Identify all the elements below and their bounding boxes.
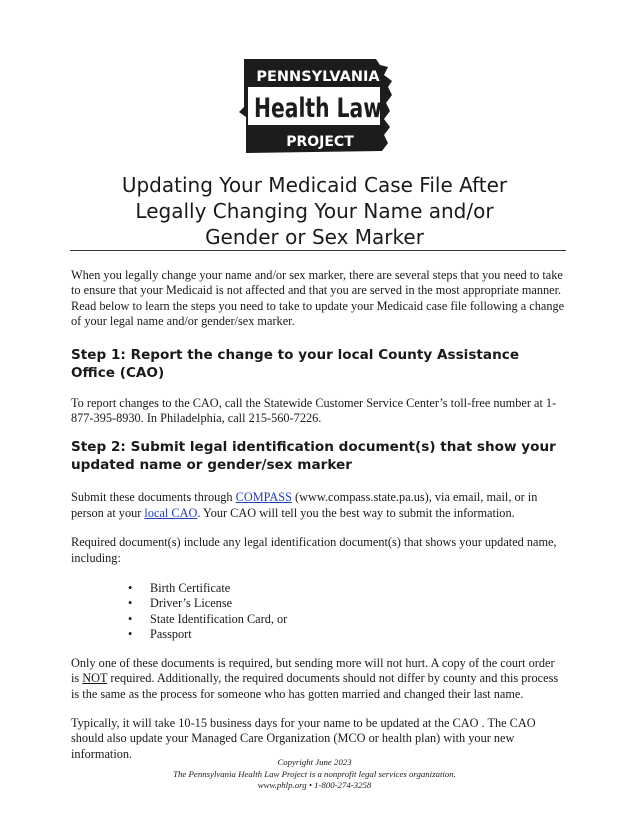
step2-heading: Step 2: Submit legal identification document(s) that show your updated name or gender/sex marker <box>71 439 556 474</box>
title-line-1: Updating Your Medicaid Case File After <box>121 173 508 197</box>
logo-line1: PENNSYLVANIA <box>256 69 380 85</box>
step1-heading: Step 1: Report the change to your local County Assistance Office (CAO) <box>71 346 520 381</box>
page-title <box>60 172 569 250</box>
footer <box>60 757 569 792</box>
intro-paragraph: When you legally change your name and/or sex marker, there are several steps that you need to take to ensure that your Medicaid is not affected and that you are served in the most appropriate manner. Read below to learn the steps you need to take to update your Medicaid case file following a change of your legal name and/or gender/sex marker. <box>71 268 565 329</box>
submit-paragraph <box>71 490 565 521</box>
title-line-2: Legally Changing Your Name and/or <box>135 199 494 223</box>
submit-prefix: Submit these documents through <box>71 490 236 505</box>
only-one-suffix: required. Additionally, the required documents should not differ by county and this process is the same as the process for someone who has gotten married and changed their last name. <box>71 671 559 701</box>
pennsylvania-shape-icon <box>236 57 396 157</box>
list-item: • Driver’s License <box>150 596 565 611</box>
local-cao-link[interactable]: local CAO <box>144 505 198 520</box>
document-body <box>71 268 565 762</box>
logo-line3: PROJECT <box>286 134 354 150</box>
title-line-3: Gender or Sex Marker <box>205 225 424 249</box>
footer-copyright: Copyright June 2023 <box>277 757 352 767</box>
submit-middle: (www.compass.state.pa.us), via email, mail, or in person at your <box>71 490 538 520</box>
step1-paragraph: To report changes to the CAO, call the Statewide Customer Service Center’s toll-free number at 1-877-395-8930. In Philadelphia, call 215-560-7226. <box>71 395 557 426</box>
compass-link[interactable]: COMPASS <box>235 490 292 505</box>
footer-contact: www.phlp.org • 1-800-274-3258 <box>257 780 372 790</box>
logo-line2: Health Law <box>254 93 382 124</box>
list-item: • State Identification Card, or <box>150 612 565 627</box>
processing-time-paragraph: Typically, it will take 10-15 business days for your name to be updated at the CAO . The CAO should also update your Managed Care Organization (MCO or health plan) with your new information. <box>71 715 536 761</box>
phlp-logo <box>236 57 396 157</box>
title-divider <box>70 250 566 251</box>
list-item: • Birth Certificate <box>150 581 565 596</box>
submit-suffix: . Your CAO will tell you the best way to submit the information. <box>197 505 515 520</box>
only-one-paragraph <box>71 656 565 702</box>
required-docs-paragraph: Required document(s) include any legal identification document(s) that shows your updated name, including: <box>71 535 557 565</box>
not-emphasis: NOT <box>82 671 108 686</box>
documents-list <box>71 581 565 643</box>
only-one-prefix: Only one of these documents is required, but sending more will not hurt. A copy of the court order is <box>71 655 555 686</box>
footer-org: The Pennsylvania Health Law Project is a nonprofit legal services organization. <box>173 768 456 779</box>
list-item: • Passport <box>150 627 565 642</box>
